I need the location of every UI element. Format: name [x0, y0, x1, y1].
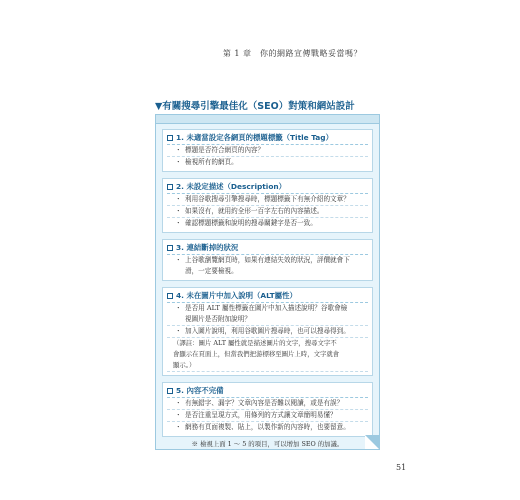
checklist-group-2: [162, 178, 373, 233]
list-item: [167, 255, 368, 277]
item-text: 有無錯字、漏字？文章內容是否難以閱讀，或是有誤？: [185, 399, 344, 407]
list-item: [167, 303, 368, 326]
list-item: [167, 145, 368, 157]
item-text: 檢視所有的網頁。: [185, 158, 238, 166]
group-title-1: [167, 132, 368, 145]
item-text: 是否注重呈現方式，用條列的方式讓文章簡明易懂？: [185, 411, 337, 419]
group-title-text: 4. 未在圖片中加入說明（ALT屬性）: [176, 291, 297, 300]
checklist-group-4: [162, 287, 373, 376]
list-item: [167, 194, 368, 206]
bullet-icon: ・: [175, 158, 182, 166]
list-item: [167, 157, 368, 168]
section-title: ▼有關搜尋引擎最佳化（SEO）對策和網站設計: [155, 101, 355, 112]
group-title-2: [167, 181, 368, 194]
group-title-text: 3. 連結斷掉的狀況: [176, 243, 239, 252]
group-title-5: [167, 385, 368, 398]
checklist-groups: [162, 129, 373, 450]
list-item: [167, 206, 368, 218]
list-item: [167, 410, 368, 422]
translator-note: （譯註：圖片 ALT 屬性就是描述圖片的文字，搜尋文字不 會顯示在頁面上，但當我們把游標移至圖片上時，文字就會 顯示。）: [167, 338, 368, 372]
group-title-4: [167, 290, 368, 303]
bullet-icon: ・: [175, 327, 182, 335]
seo-checklist-card: [155, 114, 380, 450]
bullet-icon: ・: [175, 195, 182, 203]
item-text: 如果沒有，就用約全形一百字左右的內容描述。: [185, 207, 324, 215]
list-item: [167, 398, 368, 410]
item-text: 上谷歌瀏覽網頁時，如果有連結失效的狀況，評價就會下 滑，一定要檢視。: [185, 256, 350, 275]
running-header: 第 1 章 你的網路宣傳戰略妥當嗎？: [222, 49, 362, 58]
checkbox-icon[interactable]: [167, 135, 173, 141]
checklist-group-1: [162, 129, 373, 172]
list-item: [167, 422, 368, 433]
item-text: 標題是否符合網頁的內容？: [185, 146, 265, 154]
item-text: 網務有頁面複製、貼上，以製作新的內容時，也要留意。: [185, 423, 350, 431]
bullet-icon: ・: [175, 219, 182, 227]
checkbox-icon[interactable]: [167, 388, 173, 394]
bullet-icon: ・: [175, 423, 182, 431]
bullet-icon: ・: [175, 256, 182, 264]
page-number: 51: [396, 463, 407, 472]
checklist-group-3: [162, 239, 373, 281]
group-title-text: 1. 未適當設定各網頁的標題標籤（Title Tag）: [176, 133, 333, 142]
bullet-icon: ・: [175, 146, 182, 154]
checkbox-icon[interactable]: [167, 293, 173, 299]
footer-note: ※ 檢視上面 1 〜 5 的項目，可以增加 SEO 的加議。: [191, 440, 344, 448]
item-text: 確認標題標籤和說明的搜尋關鍵字是否一致。: [185, 219, 317, 227]
list-item: [167, 326, 368, 338]
checkbox-icon[interactable]: [167, 245, 173, 251]
bullet-icon: ・: [175, 304, 182, 312]
group-title-3: [167, 242, 368, 255]
page-curl-corner: [365, 435, 379, 449]
group-title-text: 2. 未設定描述（Description）: [176, 182, 287, 191]
bullet-icon: ・: [175, 207, 182, 215]
bullet-icon: ・: [175, 411, 182, 419]
list-item: [167, 218, 368, 229]
bullet-icon: ・: [175, 399, 182, 407]
item-text: 利用谷歌搜尋引擎搜尋時，標題標籤下有無介紹的文章？: [185, 195, 350, 203]
checkbox-icon[interactable]: [167, 184, 173, 190]
item-text: 是否用 ALT 屬性標籤在圖片中加入描述說明？谷歌會檢 視圖片是否附加說明？: [185, 304, 348, 323]
checklist-group-5: [162, 382, 373, 437]
card-top-band: [156, 115, 379, 124]
item-text: 加入圖片說明，利用谷歌圖片搜尋時，也可以搜尋得到。: [185, 327, 350, 335]
group-title-text: 5. 內容不完備: [176, 386, 224, 395]
